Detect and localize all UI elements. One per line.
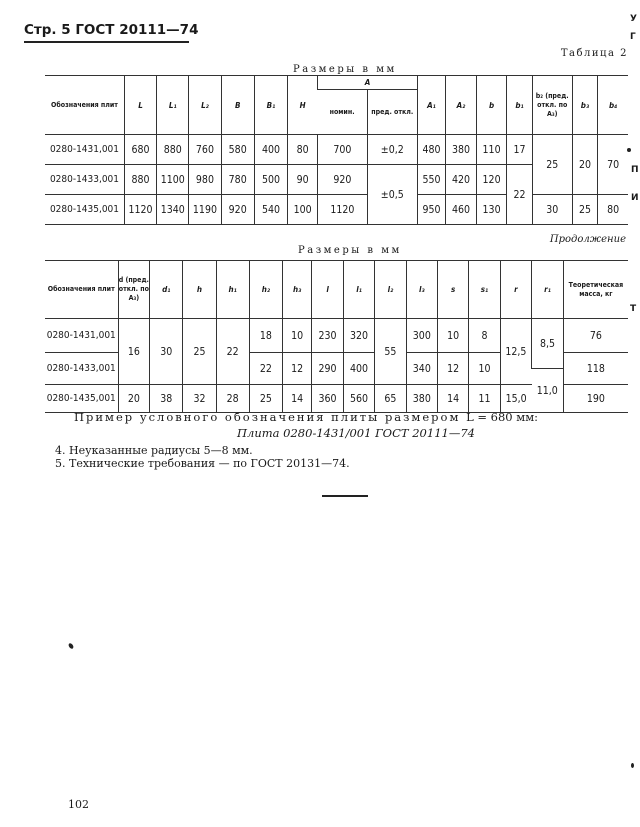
page-header: Стр. 5 ГОСТ 20111—74 (24, 22, 199, 38)
header-A1: A₁ (418, 76, 446, 135)
header-designation: Обозначения плит (45, 261, 118, 319)
cell-L1: 1100 (157, 165, 189, 195)
page-number: 102 (68, 798, 89, 811)
header-designation: Обозначения плит (45, 76, 124, 135)
header-d: d (пред. откл. по A₃) (118, 261, 150, 319)
cell-b2: 25 (532, 135, 572, 195)
note-item: 5. Технические требования — по ГОСТ 20131—74. (55, 457, 350, 470)
cell-b: 120 (477, 165, 507, 195)
header-l2: l₂ (375, 261, 406, 319)
cell-h2: 18 (249, 319, 282, 353)
cell-L1: 1340 (157, 195, 189, 225)
cell-h2: 25 (249, 385, 282, 413)
cell-A2: 380 (445, 135, 476, 165)
header-d1: d₁ (150, 261, 183, 319)
cell-l3: 340 (406, 353, 438, 385)
continuation-label: Продолжение (549, 234, 626, 245)
header-l: l (312, 261, 344, 319)
cell-l: 290 (312, 353, 344, 385)
edge-mark: И (631, 193, 639, 203)
table-row (45, 135, 628, 165)
cell-L2: 980 (189, 165, 221, 195)
cell-s: 10 (438, 319, 469, 353)
cell-l: 230 (312, 319, 344, 353)
cell-designation: 0280-1433,001 (45, 165, 124, 195)
cell-s: 12 (438, 353, 469, 385)
cell-h: 32 (183, 385, 216, 413)
header-A2: A₂ (445, 76, 476, 135)
cell-b: 130 (477, 195, 507, 225)
section-divider (322, 495, 368, 497)
header-L2: L₂ (189, 76, 221, 135)
cell-s1: 8 (469, 319, 500, 353)
cell-l3: 380 (406, 385, 438, 413)
header-b1: b₁ (507, 76, 533, 135)
cell-designation: 0280-1431,001 (45, 319, 118, 353)
example-designation: Плита 0280-1431/001 ГОСТ 20111—74 (237, 426, 475, 440)
cell-d1: 30 (150, 319, 183, 385)
header-h2: h₂ (249, 261, 282, 319)
dimensions-table-1 (45, 75, 628, 225)
cell-h3: 14 (282, 385, 311, 413)
header-B: B (221, 76, 254, 135)
cell-b1: 22 (507, 165, 533, 225)
cell-s1: 11 (469, 385, 500, 413)
cell-h3: 12 (282, 353, 311, 385)
cell-mass: 190 (563, 385, 628, 413)
header-b4: b₄ (598, 76, 628, 135)
header-mass: Теоретическая масса, кг (563, 261, 628, 319)
sizes-caption: Размеры в мм (293, 64, 397, 75)
cell-r1: 8,5 (532, 319, 564, 369)
cell-L: 680 (124, 135, 156, 165)
dimensions-table-2 (45, 260, 628, 413)
cell-B1: 500 (254, 165, 287, 195)
cell-H: 90 (288, 165, 318, 195)
cell-l3: 300 (406, 319, 438, 353)
cell-b3: 20 (572, 135, 598, 195)
cell-h1: 28 (216, 385, 249, 413)
table-label: Таблица 2 (560, 48, 628, 59)
cell-b4: 80 (598, 195, 628, 225)
cell-b1: 17 (507, 135, 533, 165)
cell-A-nom: 1120 (318, 195, 367, 225)
cell-r1: 11,0 (532, 369, 564, 413)
cell-A-nom: 920 (318, 165, 367, 195)
cell-designation: 0280-1435,001 (45, 385, 118, 413)
table-row (45, 319, 628, 336)
cell-A-tol: ±0,5 (367, 165, 417, 225)
cell-l1: 560 (343, 385, 375, 413)
cell-mass: 118 (563, 353, 628, 385)
edge-mark: У (630, 14, 637, 24)
cell-b3: 25 (572, 195, 598, 225)
cell-A-tol: ±0,2 (367, 135, 417, 165)
cell-h: 25 (183, 319, 216, 385)
cell-l: 360 (312, 385, 344, 413)
cell-h1: 22 (216, 319, 249, 385)
cell-A1: 480 (418, 135, 446, 165)
cell-r: 12,5 (500, 319, 532, 385)
cell-h3: 10 (282, 319, 311, 353)
cell-designation: 0280-1435,001 (45, 195, 124, 225)
edge-mark: Т (630, 304, 637, 314)
header-b: b (477, 76, 507, 135)
cell-b2: 30 (532, 195, 572, 225)
cell-B: 920 (221, 195, 254, 225)
example-paragraph (74, 410, 538, 424)
cell-B: 580 (221, 135, 254, 165)
cell-A1: 950 (418, 195, 446, 225)
cell-d: 16 (118, 319, 150, 385)
header-rule (24, 41, 189, 43)
header-r1: r₁ (532, 261, 564, 319)
cell-H: 80 (288, 135, 318, 165)
header-L: L (124, 76, 156, 135)
cell-A2: 420 (445, 165, 476, 195)
header-r: r (500, 261, 532, 319)
cell-l1: 320 (343, 319, 375, 353)
scan-speck (68, 642, 75, 649)
cell-designation: 0280-1431,001 (45, 135, 124, 165)
header-H: H (288, 76, 318, 135)
header-h1: h₁ (216, 261, 249, 319)
cell-H: 100 (288, 195, 318, 225)
header-s1: s₁ (469, 261, 500, 319)
cell-l2: 55 (375, 319, 406, 385)
header-b3: b₃ (572, 76, 598, 135)
cell-designation: 0280-1433,001 (45, 353, 118, 385)
cell-L: 1120 (124, 195, 156, 225)
example-formula: L = 680 мм: (466, 410, 539, 424)
cell-s1: 10 (469, 353, 500, 385)
cell-A-nom: 700 (318, 135, 367, 165)
cell-L2: 760 (189, 135, 221, 165)
header-h3: h₃ (282, 261, 311, 319)
cell-r: 15,0 (500, 385, 532, 413)
cell-B: 780 (221, 165, 254, 195)
header-l1: l₁ (343, 261, 375, 319)
cell-h2: 22 (249, 353, 282, 385)
scan-speck (627, 148, 631, 152)
header-h: h (183, 261, 216, 319)
example-text: Пример условного обозначения плиты размером (74, 410, 461, 424)
edge-mark: Г (630, 32, 636, 42)
cell-L2: 1190 (189, 195, 221, 225)
note-item: 4. Неуказанные радиусы 5—8 мм. (55, 444, 253, 457)
cell-l1: 400 (343, 353, 375, 385)
edge-mark: П (631, 165, 639, 175)
cell-mass: 76 (563, 319, 628, 353)
scan-speck (631, 763, 634, 768)
cell-d1: 38 (150, 385, 183, 413)
cell-b4: 70 (598, 135, 628, 195)
header-s: s (438, 261, 469, 319)
cell-B1: 400 (254, 135, 287, 165)
header-B1: B₁ (254, 76, 287, 135)
cell-L1: 880 (157, 135, 189, 165)
cell-A2: 460 (445, 195, 476, 225)
table-row (45, 195, 628, 225)
header-A-tol: пред. откл. (367, 90, 417, 135)
header-A-group: A (318, 76, 418, 90)
cell-d: 20 (118, 385, 150, 413)
header-A-nom: номин. (318, 90, 367, 135)
header-b2: b₂ (пред. откл. по A₃) (532, 76, 572, 135)
cell-l2: 65 (375, 385, 406, 413)
cell-L: 880 (124, 165, 156, 195)
sizes-caption: Размеры в мм (298, 245, 402, 256)
cell-b: 110 (477, 135, 507, 165)
cell-A1: 550 (418, 165, 446, 195)
cell-B1: 540 (254, 195, 287, 225)
header-l3: l₃ (406, 261, 438, 319)
cell-s: 14 (438, 385, 469, 413)
header-L1: L₁ (157, 76, 189, 135)
